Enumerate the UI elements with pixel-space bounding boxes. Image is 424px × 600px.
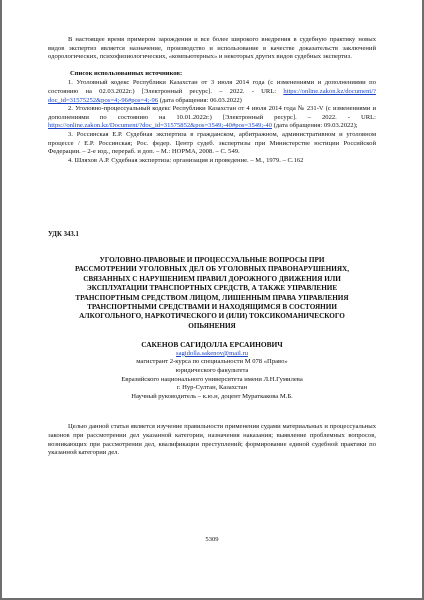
source-item-4 [48, 157, 376, 166]
article-title [48, 256, 376, 331]
source-item-3 [48, 131, 376, 157]
author-name: САКЕНОВ САГИДОЛЛА ЕРСАИНОВИЧ [141, 340, 283, 350]
title-line: РАССМОТРЕНИИ УГОЛОВНЫХ ДЕЛ ОБ УГОЛОВНЫХ ПРАВОНАРУШЕНИЯХ, [74, 265, 350, 274]
source-item-2 [48, 105, 376, 131]
sources-heading: Список использованных источников: [70, 69, 183, 77]
author-email-link[interactable]: sagidolla.sakenov@mail.ru [176, 349, 248, 357]
page-number: 5309 [205, 536, 219, 543]
source-text: Уголовно-процессуальный кодекс Республики Казахстан от 4 июля 2014 года № 231-V (с изменениями и дополнениями по состоянию на 10.01.2022г.) [Электронный ресурс]. – 2022. - URL: [48, 105, 376, 121]
author-faculty: юридического факультета [175, 366, 249, 374]
title-line: ТРАНСПОРТНЫМИ СРЕДСТВАМИ И НАХОДЯЩИМСЯ В СОСТОЯНИИ [87, 302, 337, 311]
document-page [2, 0, 422, 598]
source-text: Шляхов А.Р. Судебная экспертиза: организация и проведение. – М., 1979. – С.162 [74, 156, 304, 164]
title-line: АЛКОГОЛЬНОГО, НАРКОТИЧЕСКОГО И (ИЛИ) ТОКСИКОМАНИЧЕСКОГО [79, 312, 345, 321]
source-after: (дата обращения: 09.03.2022); [271, 122, 358, 130]
udk-code: УДК 343.1 [48, 231, 79, 239]
source-number: 2. [68, 105, 73, 113]
title-line: ОПЬЯНЕНИЯ [188, 321, 236, 330]
source-text: Россинская Е.Р. Судебная экспертиза в гражданском, арбитражном, административном и уголовном процессе / Е.Р. Россинская; Рос. федер. Центр судеб. экспертизы при Министерстве юстиции Российской Федерации. – 2-е изд., перераб. и доп. – М.: НОРМА, 2008. – С. 549. [48, 130, 376, 156]
intro-paragraph: В настоящее время примером зарождения и все более широкого внедрения в судебную практику новых видов экспертиз является назначение, производство и использование в качестве доказательств заключений одорологических, психофизиологических, «компьютерных» и некоторых других видов судебных экспертиз. [48, 36, 376, 61]
source-text: Уголовный кодекс Республики Казахстан от 3 июля 2014 года (с изменениями и дополнениями по состоянию на 02.03.2022г.) [Электронный ресурс]. – 2022. - URL: [48, 79, 376, 95]
title-line: УГОЛОВНО-ПРАВОВЫЕ И ПРОЦЕССУАЛЬНЫЕ ВОПРОСЫ ПРИ [99, 255, 325, 264]
source-number: 1. [68, 79, 73, 87]
title-line: ЭКСПЛУАТАЦИИ ТРАНСПОРТНЫХ СРЕДСТВ, А ТАКЖЕ УПРАВЛЕНИЕ [86, 284, 338, 293]
author-position: магистрант 2-курса по специальности М 078 «Право» [136, 358, 288, 366]
abstract-paragraph: Целью данной статьи является изучение правильности применения судами материальных и процессуальных законов при рассмотрении дел указанной категории, назначения наказания; выявление проблемных вопросов, возникающих при рассмотрении дел, квалификации преступлений; формирование единой судебной практики по указанной категории дел. [48, 423, 376, 457]
title-line: СВЯЗАННЫХ С НАРУШЕНИЕМ ПРАВИЛ ДОРОЖНОГО ДВИЖЕНИЯ ИЛИ [83, 274, 341, 283]
source-number: 4. [68, 156, 73, 164]
author-university: Евразийского национального университета имени Л.Н.Гумилева [121, 375, 303, 383]
author-city: г. Нур-Султан, Казахстан [176, 384, 248, 392]
sources-list [48, 79, 376, 165]
author-block [48, 350, 376, 402]
source-link[interactable]: https://online.zakon.kz/document/?doc_id=31575252&pos=4;-96#pos=4;-96 [48, 87, 376, 104]
source-item-1 [48, 79, 376, 105]
source-after: (дата обращения: 06.03.2022) [158, 96, 242, 104]
author-supervisor: Научный руководитель – к.ю.н, доцент Мураткакова М.Б. [131, 392, 293, 400]
source-number: 3. [68, 130, 73, 138]
source-link[interactable]: https://online.zakon.kz/Document/?doc_id=31575852&pos=3549;-40#pos=3549;-40 [48, 122, 272, 130]
title-line: ТРАНСПОРТНЫМ СРЕДСТВОМ ЛИЦОМ, ЛИШЕННЫМ ПРАВА УПРАВЛЕНИЯ [75, 293, 349, 302]
